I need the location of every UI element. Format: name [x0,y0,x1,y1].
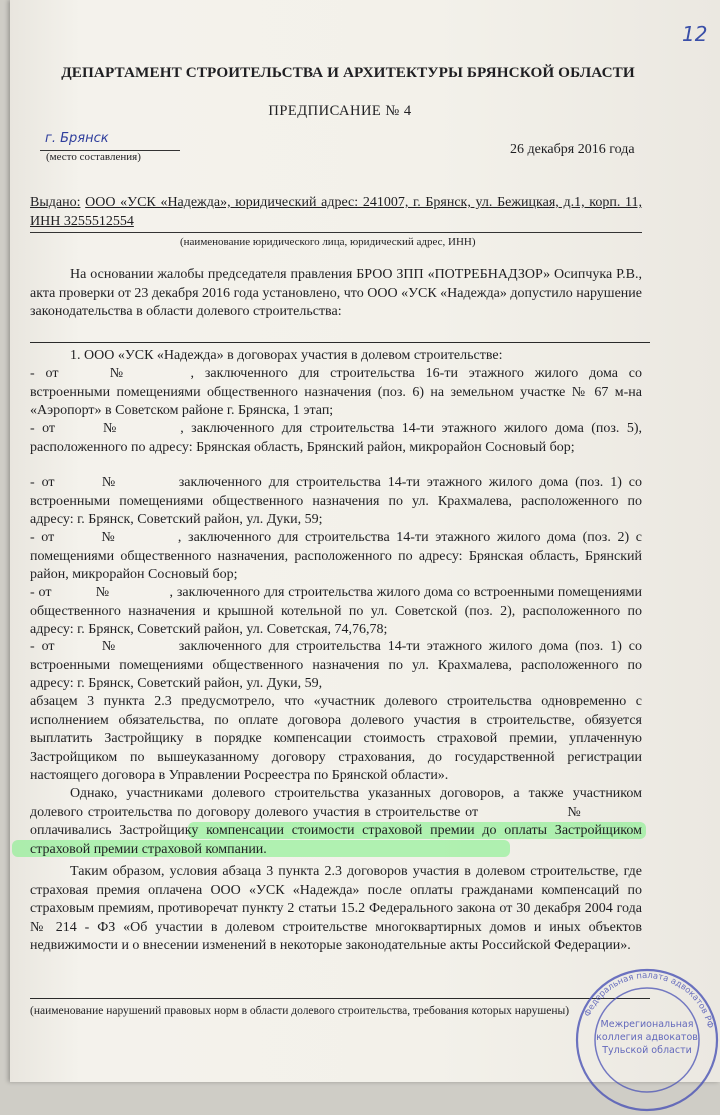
contract-item: - от № , заключенного для строительства жилого дома со встроенными помещениями общественного назначения и крышной котельной по ул. Советской (поз. 2), расположенного по адресу: г. Брянск, Советский район, ул. Советская, 74,76,78; [30,585,642,637]
intro-paragraph: На основании жалобы председателя правления БРОО ЗПП «ПОТРЕБНАДЗОР» Осипчука Р.В., акта проверки от 23 декабря 2016 года установлено, что ООО «УСК «Надежда» допустило нарушение законодательства в области долевого строительства: [30,267,642,319]
issued-to [30,193,642,231]
conclusion-paragraph: Таким образом, условия абзаца 3 пункта 2.3 договоров участия в долевом строительстве, где страховая премия оплачена ООО «УСК «Надежда» после оплаты гражданами компенсаций по страховым премиям, противоречат пункту 2 статьи 15.2 Федерального закона от 30 декабря 2004 года № 214 - ФЗ «Об участии в долевом строительстве многоквартирных домов и иных объектов недвижимости и о внесении изменений в некоторые законодательные акты Российской Федерации». [30,864,642,953]
contract-item: - от № заключенного для строительства 14-ти этажного жилого дома (поз. 1) со встроенными помещениями общественного назначения по ул. Крахмалева, расположенного по адресу: г. Брянск, Советский район, ул. Дуки, 59, [30,639,642,691]
document-page [10,0,720,1082]
section-rule-top [30,342,650,343]
order-title: ПРЕДПИСАНИЕ № 4 [268,103,412,119]
page-number: 12 [682,22,708,46]
issued-caption: (наименование юридического лица, юридический адрес, ИНН) [180,236,476,248]
document-date: 26 декабря 2016 года [510,142,635,157]
contract-item: - от № , заключенного для строительства 16-ти этажного жилого дома со встроенными помещениями общественного назначения (поз. 6) на земельном участке № 67 м-на «Аэропорт» в Советском районе г. Брянска, 1 этап; [30,366,642,418]
contract-item: - от № , заключенного для строительства 14-ти этажного жилого дома (поз. 2) с помещениями общественного назначения, расположенного по адресу: Брянская область, Брянский район, микрорайон Сосновый бор; [30,530,642,582]
item1-heading: 1. ООО «УСК «Надежда» в договорах участия в долевом строительстве: [70,348,503,363]
stamp-line: Межрегиональная [600,1019,694,1030]
footer-caption: (наименование нарушений правовых норм в области долевого строительства, требования которых нарушены) [30,1005,570,1017]
however-paragraph: Однако, участниками долевого строительства указанных договоров, а также участником долевого строительства по договору долевого участия в строительстве от №оплачивались Застройщику компенсации стоимости страховой премии до оплаты Застройщиком страховой премии страховой компании. [30,786,642,857]
contract-item: - от № заключенного для строительства 14-ти этажного жилого дома (поз. 1) со встроенными помещениями общественного назначения по ул. Крахмалева, расположенного по адресу: г. Брянск, Советский район, ул. Дуки, 59; [30,475,642,527]
section-rule-bottom [30,998,650,999]
issued-text: ООО «УСК «Надежда», юридический адрес: 241007, г. Брянск, ул. Бежицкая, д.1, корп. 11, ИНН 3255512554 [30,195,643,229]
stamp-line: коллегия адвокатов [596,1032,698,1043]
department-heading: ДЕПАРТАМЕНТ СТРОИТЕЛЬСТВА И АРХИТЕКТУРЫ БРЯНСКОЙ ОБЛАСТИ [61,64,635,81]
issued-underline [30,232,642,233]
abzac-paragraph: абзацем 3 пункта 2.3 предусмотрело, что «участник долевого строительства одновременно с исполнением обязательства, по оплате договора долевого участия в строительстве, обязуется выплатить Застройщику в порядке компенсации стоимость страховой премии, уплаченную Застройщиком по вышеуказанному договору страхования, до государственной регистрации настоящего договора в Управлении Росреестра по Брянской области». [30,694,642,783]
stamp-line: Тульской области [602,1045,692,1056]
issued-label: Выдано: [30,195,81,210]
highlighted-text: оплачивались Застройщику компенсации стоимости страховой премии до оплаты Застройщиком страховой премии страховой компании. [30,823,642,857]
place-handwritten: г. Брянск [45,131,109,146]
place-field [40,132,180,151]
contract-item: - от № , заключенного для строительства 14-ти этажного жилого дома (поз. 5), расположенного по адресу: Брянская область, Брянский район, микрорайон Сосновый бор; [30,421,642,455]
place-caption: (место составления) [46,151,141,163]
official-stamp [572,965,720,1115]
stamp-outer-text: Федеральная палата адвокатов РФ [582,970,715,1030]
